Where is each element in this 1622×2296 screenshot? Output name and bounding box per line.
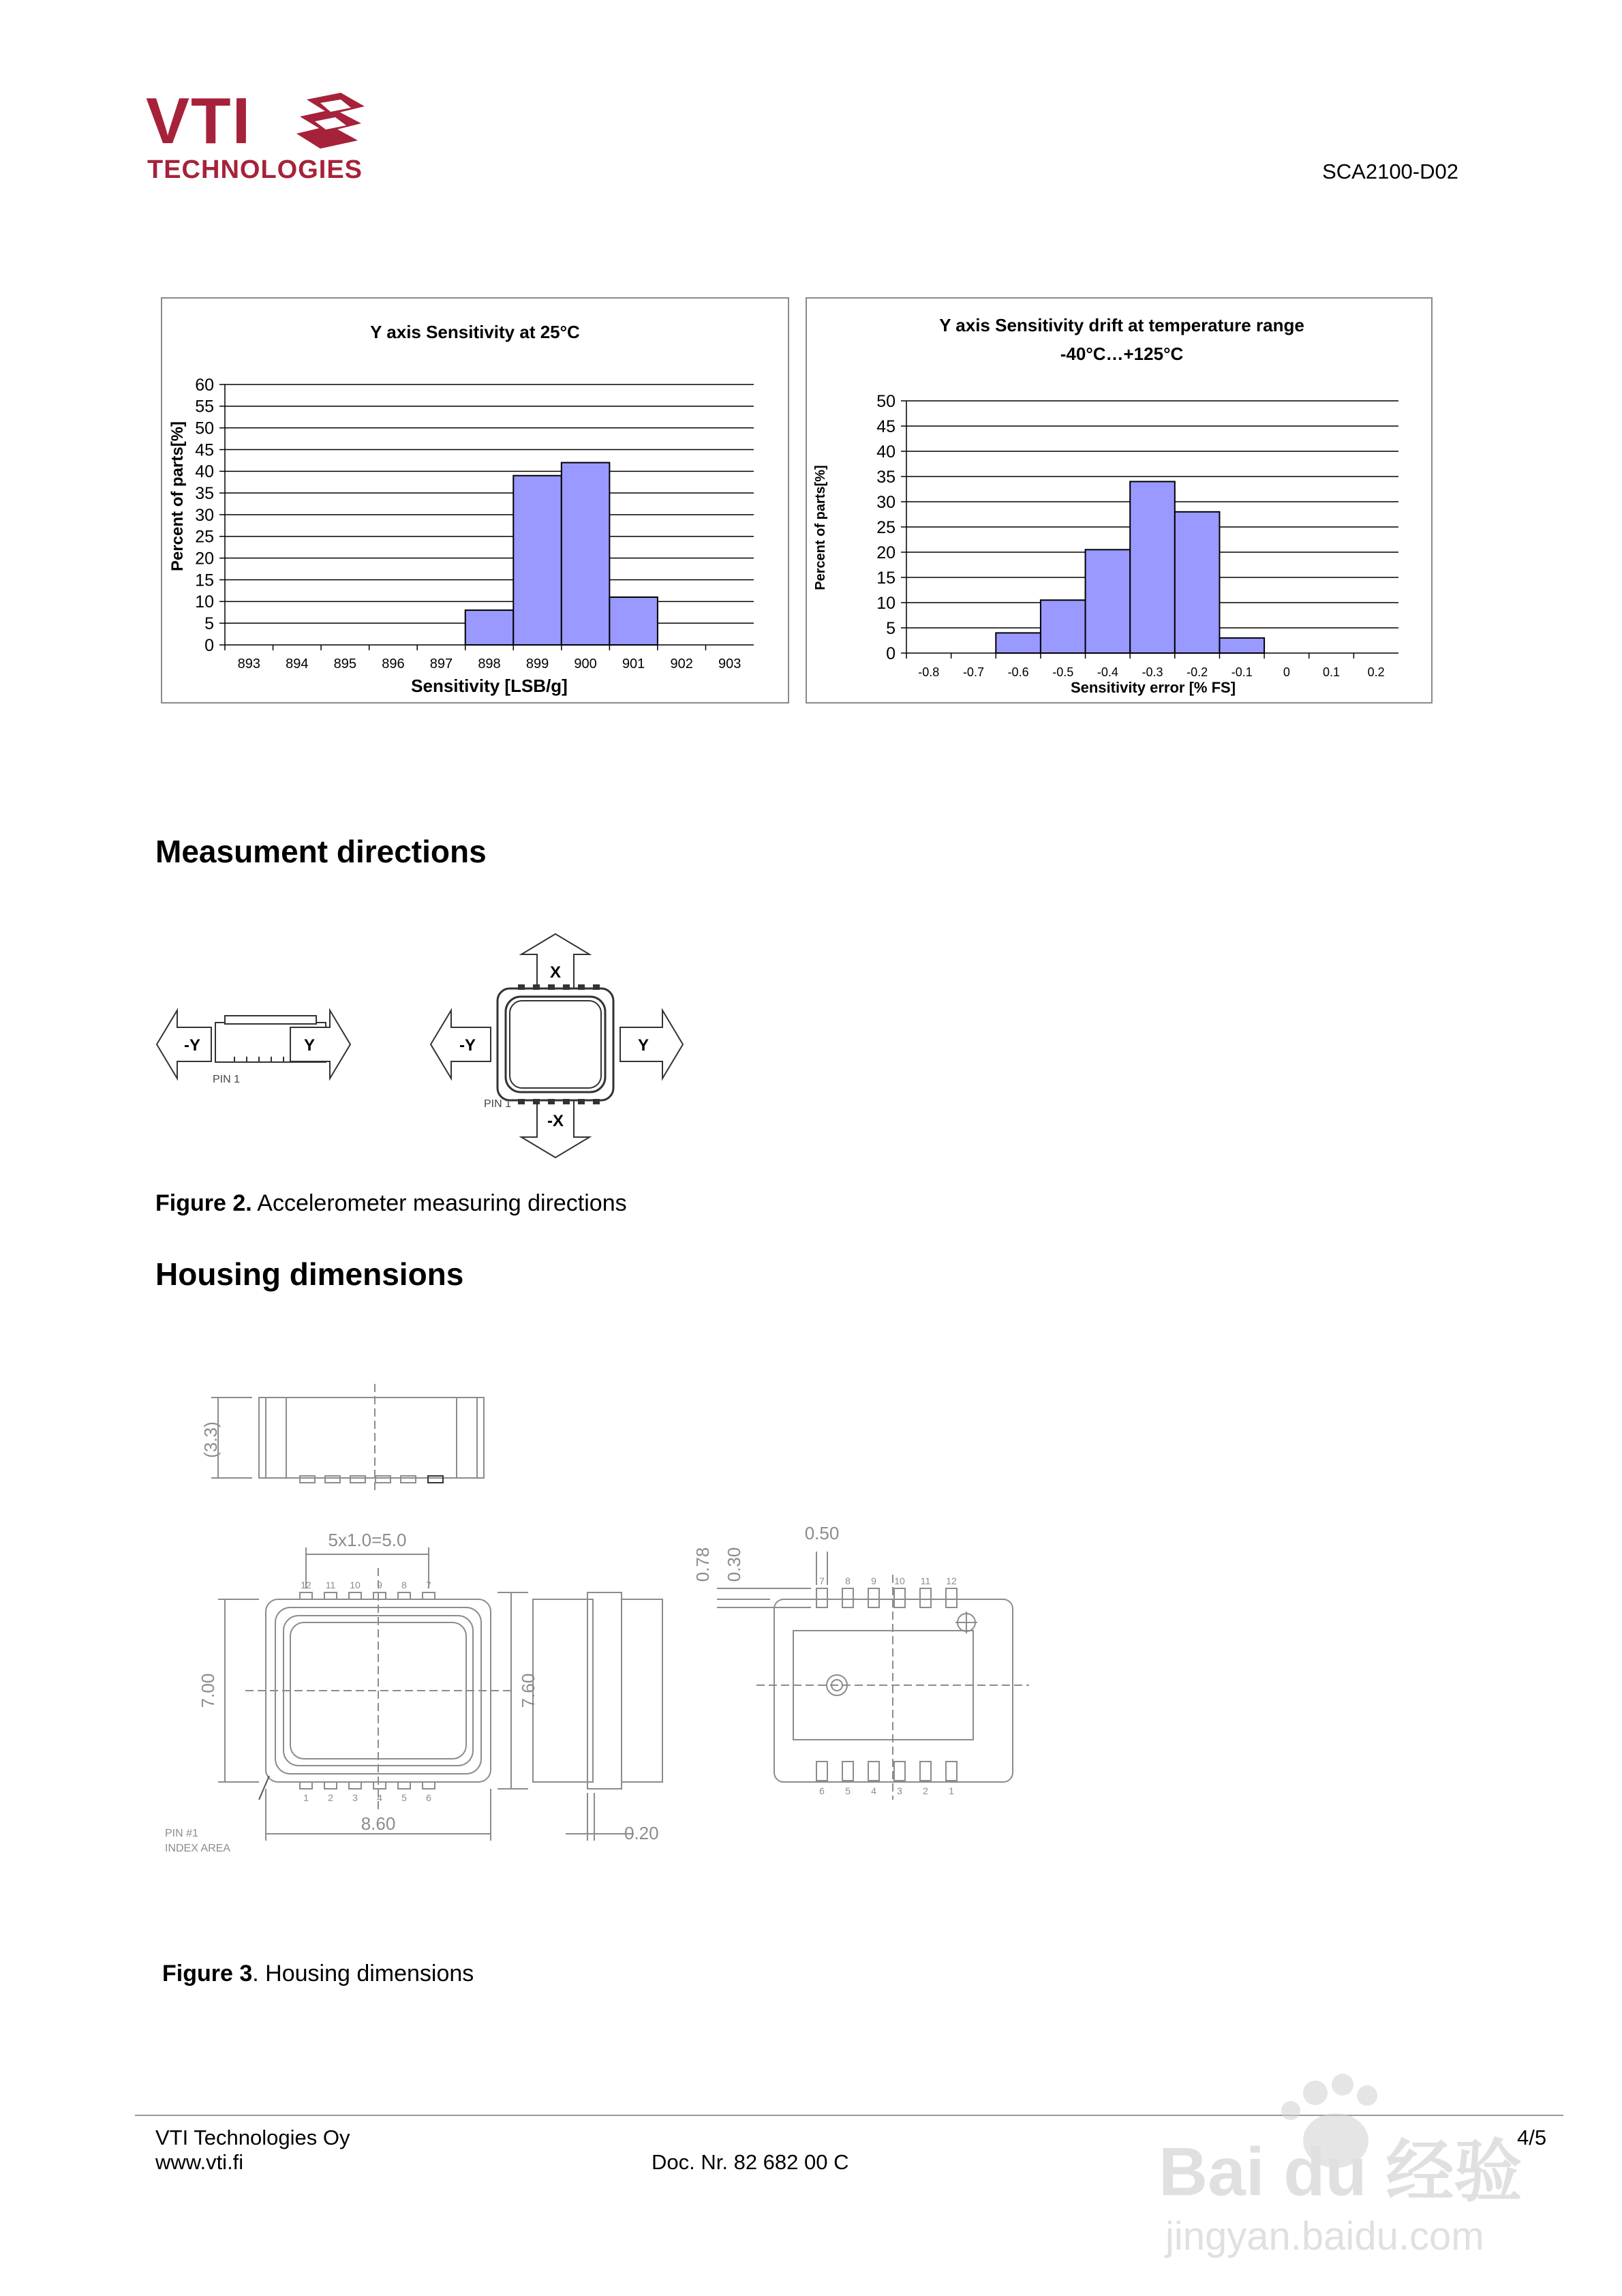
pin-label-bv-top: 7 bbox=[819, 1575, 825, 1586]
x-tick-label: -0.6 bbox=[1007, 665, 1029, 679]
x-tick-label: -0.2 bbox=[1187, 665, 1208, 679]
dim-pitch: 5x1.0=5.0 bbox=[328, 1530, 407, 1550]
chart-title: Y axis Sensitivity drift at temperature range bbox=[939, 315, 1304, 335]
pin-label-top: 10 bbox=[350, 1580, 361, 1590]
y-tick-label: 20 bbox=[195, 549, 214, 569]
x-tick-label: 895 bbox=[333, 656, 357, 671]
y-tick-label: 40 bbox=[195, 462, 214, 482]
y-tick-label: 10 bbox=[195, 592, 214, 612]
label-pos-y: Y bbox=[303, 1036, 316, 1055]
pin-label-bv-bottom: 4 bbox=[871, 1785, 876, 1796]
document-id: SCA2100-D02 bbox=[1322, 160, 1458, 183]
watermark-brand: Bai du 经验 bbox=[1159, 2134, 1522, 2210]
pin-label-bottom: 2 bbox=[328, 1792, 333, 1803]
y-tick-label: 30 bbox=[195, 505, 214, 525]
bar--0.5 bbox=[1041, 600, 1086, 653]
x-tick-label: -0.3 bbox=[1142, 665, 1163, 679]
y-tick-label: 25 bbox=[195, 527, 214, 547]
y-tick-label: 0 bbox=[204, 635, 214, 655]
pin-label-bv-top: 9 bbox=[871, 1575, 876, 1586]
footer-website[interactable]: www.vti.fi bbox=[155, 2150, 244, 2174]
y-tick-label: 35 bbox=[195, 483, 214, 503]
y-tick-label: 15 bbox=[195, 571, 214, 590]
figure-2-label: Figure 2. bbox=[155, 1190, 252, 1216]
pin-label-bottom: 5 bbox=[401, 1792, 407, 1803]
pin-label-top: 9 bbox=[377, 1580, 382, 1590]
bar--0.1 bbox=[1219, 638, 1264, 653]
x-tick-label: 897 bbox=[429, 656, 453, 671]
pin-label-bottom: 6 bbox=[426, 1792, 431, 1803]
x-tick-label: -0.8 bbox=[918, 665, 940, 679]
bar-899 bbox=[513, 476, 562, 645]
footer-page-number: 4/5 bbox=[1517, 2126, 1547, 2149]
housing-dimensions-drawing bbox=[157, 1363, 1043, 1882]
pin-label-bv-bottom: 1 bbox=[949, 1785, 954, 1796]
dim-side-height: 7.60 bbox=[518, 1673, 538, 1708]
pin-index-2: INDEX AREA bbox=[165, 1843, 231, 1854]
pin-label-bv-top: 11 bbox=[920, 1575, 931, 1586]
section-title-measurement: Measument directions bbox=[155, 834, 487, 869]
bar--0.2 bbox=[1175, 512, 1220, 653]
pin-label-bv-bottom: 5 bbox=[845, 1785, 851, 1796]
dim-pad-w: 0.50 bbox=[804, 1523, 840, 1543]
pin-label-bv-top: 8 bbox=[845, 1575, 851, 1586]
y-tick-label: 25 bbox=[876, 517, 896, 537]
dim-height: (3.3) bbox=[200, 1421, 221, 1458]
y-tick-label: 45 bbox=[876, 417, 896, 436]
label-pos-x: X bbox=[549, 963, 562, 982]
bar-898 bbox=[465, 610, 514, 645]
pin1-label-side: PIN 1 bbox=[213, 1074, 241, 1085]
logo-icon bbox=[293, 93, 368, 154]
label-pos-y-2: Y bbox=[637, 1036, 649, 1055]
pin-index-1: PIN #1 bbox=[165, 1828, 198, 1839]
figure-2-text: Accelerometer measuring directions bbox=[251, 1190, 627, 1216]
y-tick-label: 50 bbox=[195, 419, 214, 438]
x-tick-label: -0.5 bbox=[1052, 665, 1074, 679]
y-tick-label: 5 bbox=[886, 618, 896, 638]
dim-pad-h2: 0.30 bbox=[724, 1547, 744, 1582]
y-tick-label: 45 bbox=[195, 440, 214, 460]
y-tick-label: 5 bbox=[204, 614, 214, 633]
x-tick-label: 0.2 bbox=[1367, 665, 1385, 679]
chart-ylabel: Percent of parts[%] bbox=[813, 465, 828, 590]
chart-ylabel: Percent of parts[%] bbox=[168, 421, 187, 572]
chart-title: Y axis Sensitivity at 25°C bbox=[370, 322, 580, 342]
x-tick-label: 903 bbox=[718, 656, 741, 671]
figure-3-text: . Housing dimensions bbox=[252, 1961, 474, 1987]
dim-pad-h1: 0.78 bbox=[692, 1547, 713, 1582]
side-view-right-outline bbox=[533, 1599, 593, 1782]
pin1-label-top: PIN 1 bbox=[484, 1098, 512, 1110]
x-tick-label: 894 bbox=[286, 656, 309, 671]
chart-xlabel: Sensitivity error [% FS] bbox=[1070, 679, 1236, 696]
pos-y-arrow-right bbox=[620, 1010, 683, 1078]
pin-label-top: 8 bbox=[401, 1580, 407, 1590]
y-tick-label: 15 bbox=[876, 568, 896, 588]
y-tick-label: 0 bbox=[886, 644, 896, 663]
pin-label-bv-bottom: 6 bbox=[819, 1785, 825, 1796]
pin-label-top: 11 bbox=[325, 1580, 336, 1590]
footer-doc-number: Doc. Nr. 82 682 00 C bbox=[652, 2150, 849, 2174]
footer-company: VTI Technologies Oy bbox=[155, 2126, 350, 2149]
x-tick-label: 901 bbox=[622, 656, 645, 671]
pin-label-bv-bottom: 3 bbox=[897, 1785, 902, 1796]
dim-width: 7.00 bbox=[198, 1673, 218, 1708]
pin-label-bv-top: 12 bbox=[946, 1575, 957, 1586]
pin-label-top: 7 bbox=[426, 1580, 431, 1590]
pin-label-bottom: 3 bbox=[352, 1792, 358, 1803]
section-title-housing: Housing dimensions bbox=[155, 1256, 464, 1292]
pin-label-bottom: 1 bbox=[303, 1792, 309, 1803]
chart-title-range: -40°C…+125°C bbox=[1060, 344, 1184, 364]
x-tick-label: -0.7 bbox=[962, 665, 984, 679]
chart-xlabel: Sensitivity [LSB/g] bbox=[411, 676, 568, 696]
y-tick-label: 55 bbox=[195, 397, 214, 417]
x-tick-label: 893 bbox=[237, 656, 260, 671]
figure-3-caption bbox=[162, 1961, 474, 1987]
measuring-directions-diagram bbox=[150, 927, 695, 1173]
x-tick-label: 899 bbox=[525, 656, 549, 671]
logo: VTI bbox=[146, 85, 252, 157]
pin-label-bv-top: 10 bbox=[894, 1575, 905, 1586]
y-tick-label: 20 bbox=[876, 543, 896, 562]
y-tick-label: 50 bbox=[876, 391, 896, 411]
bar--0.3 bbox=[1130, 481, 1175, 653]
bar-901 bbox=[609, 597, 658, 645]
label-neg-y-2: -Y bbox=[459, 1036, 476, 1055]
label-neg-x: -X bbox=[547, 1112, 564, 1130]
x-tick-label: 896 bbox=[382, 656, 405, 671]
x-tick-label: 898 bbox=[478, 656, 501, 671]
pin-label-top: 12 bbox=[301, 1580, 311, 1590]
x-tick-label: -0.1 bbox=[1231, 665, 1253, 679]
y-tick-label: 60 bbox=[195, 375, 214, 395]
chart-y-sensitivity-drift-svg bbox=[807, 299, 1431, 702]
x-tick-label: 900 bbox=[574, 656, 597, 671]
x-tick-label: 0 bbox=[1283, 665, 1290, 679]
bar-900 bbox=[562, 463, 610, 645]
watermark-url: jingyan.baidu.com bbox=[1165, 2214, 1484, 2259]
y-tick-label: 10 bbox=[876, 593, 896, 613]
x-tick-label: -0.4 bbox=[1097, 665, 1118, 679]
chart-y-sensitivity-svg bbox=[162, 299, 788, 702]
pin-label-bottom: 4 bbox=[377, 1792, 382, 1803]
pin-label-bv-bottom: 2 bbox=[923, 1785, 928, 1796]
x-tick-label: 902 bbox=[670, 656, 693, 671]
bar--0.6 bbox=[996, 633, 1041, 653]
logo-subtitle: TECHNOLOGIES bbox=[147, 155, 363, 184]
baidu-watermark bbox=[1145, 2066, 1527, 2270]
dim-side-offset: 0.20 bbox=[624, 1823, 659, 1843]
figure-3-label: Figure 3 bbox=[162, 1961, 253, 1987]
y-tick-label: 30 bbox=[876, 492, 896, 512]
bar--0.4 bbox=[1086, 549, 1131, 653]
y-tick-label: 40 bbox=[876, 442, 896, 462]
chart-y-sensitivity bbox=[161, 297, 789, 704]
dim-length: 8.60 bbox=[361, 1813, 396, 1834]
figure-2-caption bbox=[155, 1190, 627, 1217]
x-tick-label: 0.1 bbox=[1323, 665, 1341, 679]
side-view-outline bbox=[259, 1398, 484, 1478]
chart-y-sensitivity-drift bbox=[806, 297, 1433, 704]
label-neg-y: -Y bbox=[184, 1036, 200, 1055]
y-tick-label: 35 bbox=[876, 467, 896, 487]
